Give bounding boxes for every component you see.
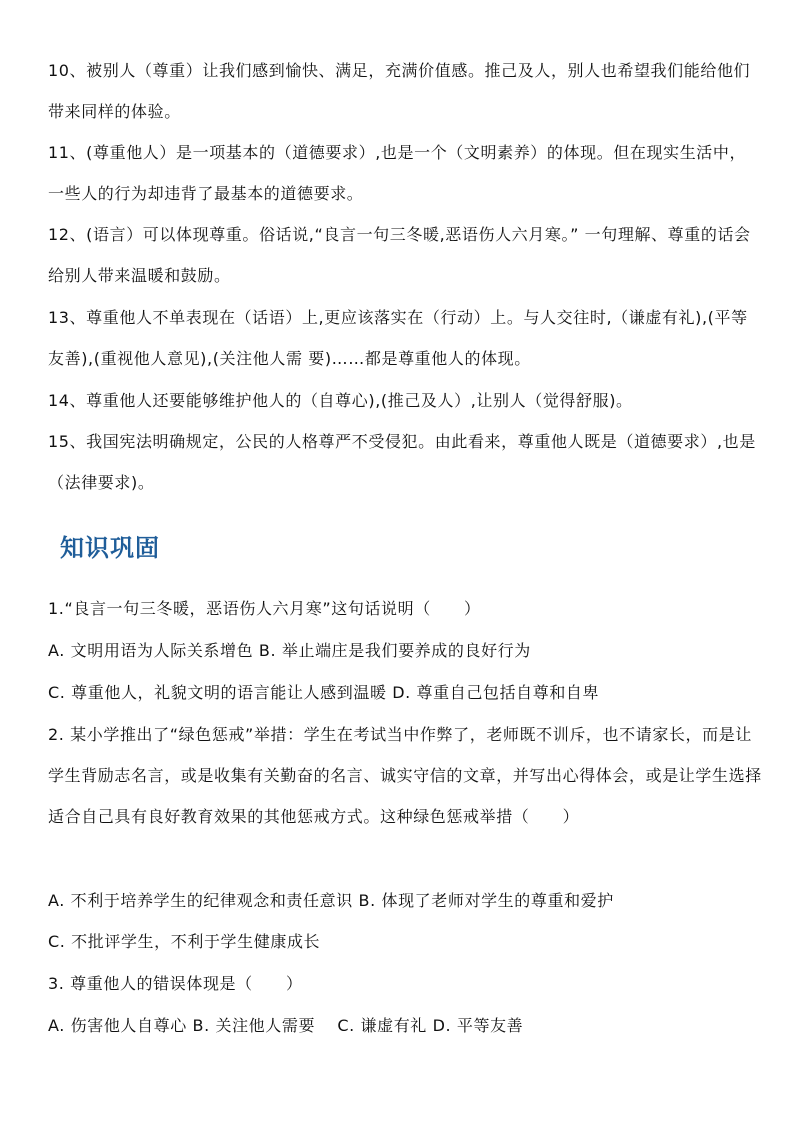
question-1-options-cd: C. 尊重他人，礼貌文明的语言能让人感到温暖 D. 尊重自己包括自尊和自卑 xyxy=(48,683,600,702)
note-14: 14、尊重他人还要能够维护他人的（自尊心),(推己及人）,让别人（觉得舒服)。 xyxy=(48,391,633,410)
note-13: 13、尊重他人不单表现在（话语）上,更应该落实在（行动）上。与人交往时,（谦虚有礼),(平等友善),(重视他人意见),(关注他人需 要)……都是尊重他人的体现。 xyxy=(48,308,748,368)
question-2-options-ab: A. 不利于培养学生的纪律观念和责任意识 B. 体现了老师对学生的尊重和爱护 xyxy=(48,891,614,910)
section-title: 知识巩固 xyxy=(60,534,160,562)
question-3-options: A. 伤害他人自尊心 B. 关注他人需要 C. 谦虚有礼 D. 平等友善 xyxy=(48,1016,524,1035)
question-2: 2. 某小学推出了“绿色惩戒”举措：学生在考试当中作弊了，老师既不训斥，也不请家长，而是让学生背励志名言，或是收集有关勤奋的名言、诚实守信的文章，并写出心得体会，或是让学生选择适合自己具有良好教育效果的其他惩戒方式。这种绿色惩戒举措（ ） xyxy=(48,725,762,826)
question-1: 1.“良言一句三冬暖，恶语伤人六月寒”这句话说明（ ） xyxy=(48,599,481,618)
note-12: 12、(语言）可以体现尊重。俗话说,“良言一句三冬暖,恶语伤人六月寒。” 一句理解、尊重的话会给别人带来温暖和鼓励。 xyxy=(48,225,751,285)
question-2-option-c: C. 不批评学生，不利于学生健康成长 xyxy=(48,932,321,951)
question-3: 3. 尊重他人的错误体现是（ ） xyxy=(48,974,303,993)
note-11: 11、(尊重他人）是一项基本的（道德要求）,也是一个（文明素养）的体现。但在现实生活中，一些人的行为却违背了最基本的道德要求。 xyxy=(48,143,747,203)
question-1-options-ab: A. 文明用语为人际关系增色 B. 举止端庄是我们要养成的良好行为 xyxy=(48,641,531,660)
note-15: 15、我国宪法明确规定，公民的人格尊严不受侵犯。由此看来，尊重他人既是（道德要求）,也是（法律要求)。 xyxy=(48,432,756,492)
note-10: 10、被别人（尊重）让我们感到愉快、满足，充满价值感。推己及人，别人也希望我们能给他们带来同样的体验。 xyxy=(48,61,751,121)
